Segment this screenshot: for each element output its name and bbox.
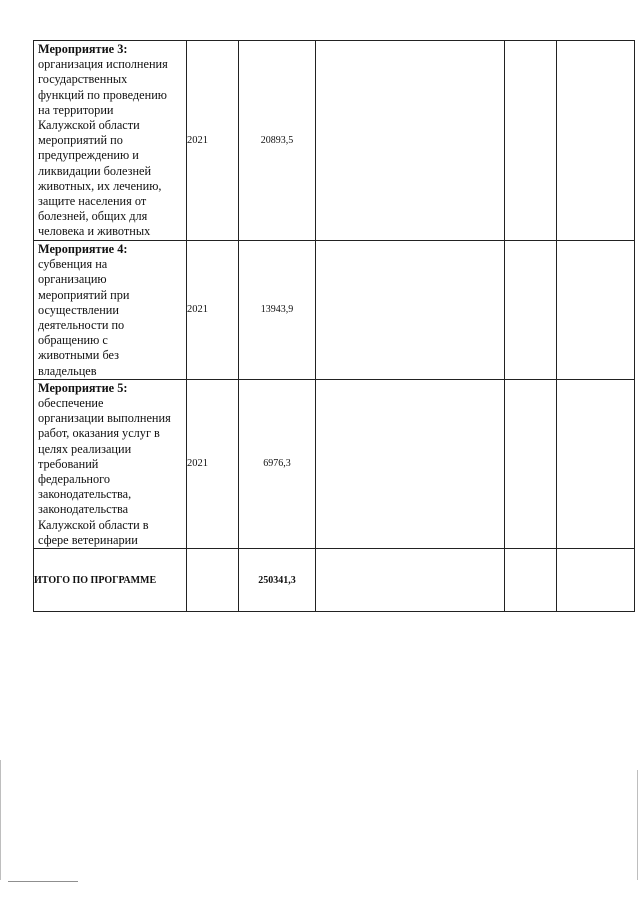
activity-text: организация исполнения государственных функций по проведению на территории Калужской области мероприятий по предупреждению и ликвидации болезней животных, их лечению, защите населения от болезней, общих для человека и животных — [38, 57, 168, 239]
empty-cell — [316, 549, 505, 612]
year-cell: 2021 — [187, 379, 239, 548]
activity-description-cell — [34, 41, 187, 241]
empty-cell — [505, 241, 557, 380]
empty-cell — [505, 549, 557, 612]
activity-description-cell — [34, 379, 187, 548]
empty-cell — [557, 241, 635, 380]
amount-cell: 13943,9 — [239, 241, 316, 380]
table-row — [34, 241, 635, 380]
total-amount: 250341,3 — [239, 549, 316, 612]
scan-edge-line — [8, 881, 78, 882]
year-cell: 2021 — [187, 241, 239, 380]
empty-cell — [316, 241, 505, 380]
year-cell: 2021 — [187, 41, 239, 241]
total-row — [34, 549, 635, 612]
empty-cell — [505, 41, 557, 241]
empty-cell — [557, 549, 635, 612]
total-label: ИТОГО ПО ПРОГРАММЕ — [34, 549, 187, 612]
empty-cell — [316, 41, 505, 241]
table-row — [34, 379, 635, 548]
empty-cell — [187, 549, 239, 612]
amount-cell: 6976,3 — [239, 379, 316, 548]
table-row — [34, 41, 635, 241]
program-table — [33, 40, 635, 612]
activity-text: субвенция на организацию мероприятий при осуществлении деятельности по обращению с животными без владельцев — [38, 257, 130, 378]
empty-cell — [316, 379, 505, 548]
activity-title: Мероприятие 5: — [38, 380, 128, 395]
activity-title: Мероприятие 4: — [38, 242, 128, 256]
activity-text: обеспечение организации выполнения работ, оказания услуг в целях реализации требований федерального законодательства, законодательства Калужской области в сфере ветеринарии — [38, 396, 171, 547]
empty-cell — [557, 41, 635, 241]
activity-description-cell — [34, 241, 187, 380]
amount-cell: 20893,5 — [239, 41, 316, 241]
empty-cell — [505, 379, 557, 548]
empty-cell — [557, 379, 635, 548]
activity-title: Мероприятие 3: — [38, 42, 128, 56]
scan-edge-line — [0, 760, 1, 880]
scan-edge-line — [637, 770, 638, 880]
